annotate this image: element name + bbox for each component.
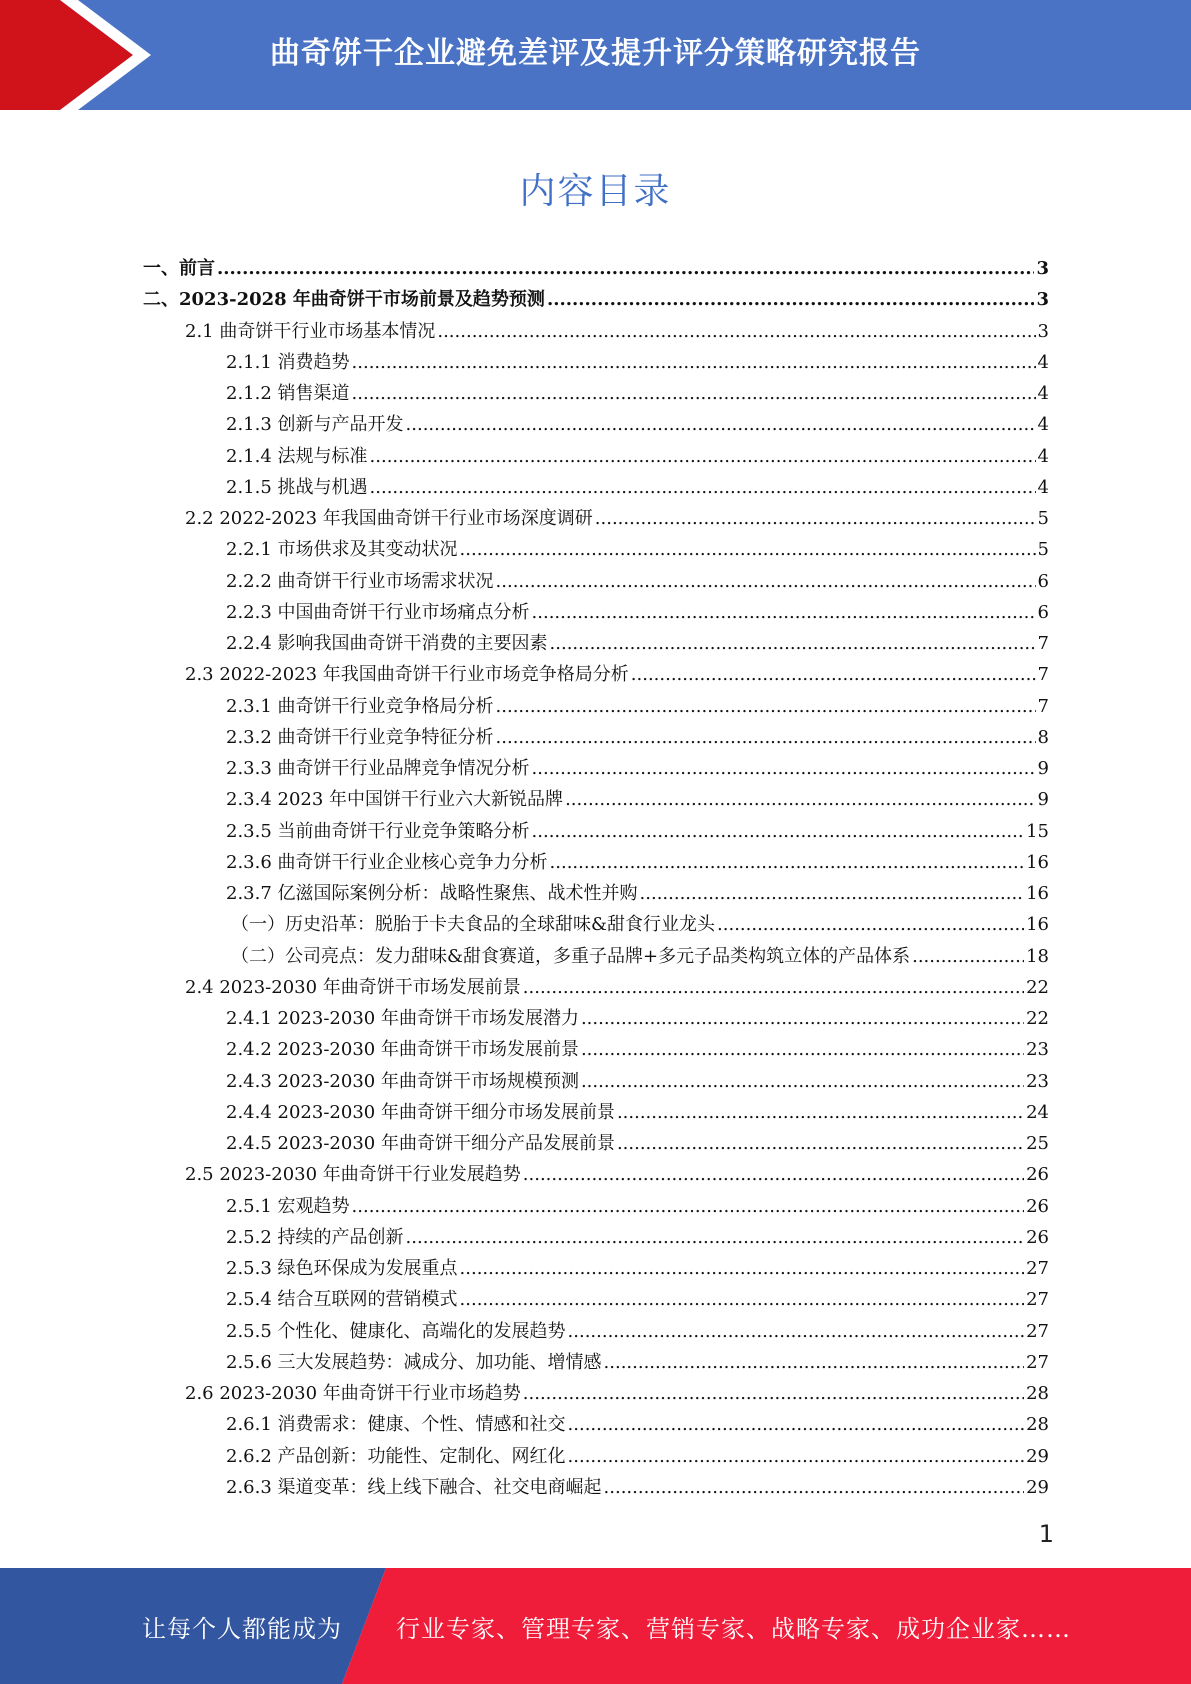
toc-entry-label: 2.3.2 曲奇饼干行业竞争特征分析 — [226, 726, 494, 748]
toc-entry-page: 4 — [1037, 445, 1049, 467]
toc-entry-page: 27 — [1026, 1320, 1049, 1342]
toc-entry[interactable] — [143, 754, 1049, 785]
toc-entry-page: 6 — [1037, 570, 1049, 592]
toc-leader-dots — [568, 1414, 1025, 1435]
toc-entry[interactable] — [143, 660, 1049, 691]
toc-entry[interactable] — [143, 535, 1049, 566]
toc-entry-page: 7 — [1037, 664, 1049, 686]
toc-leader-dots — [568, 1446, 1025, 1467]
toc-entry-page: 9 — [1037, 758, 1049, 779]
toc-entry-label: 2.5.1 宏观趋势 — [226, 1195, 350, 1217]
toc-entry-label: 二、2023-2028 年曲奇饼干市场前景及趋势预测 — [143, 289, 545, 311]
toc-entry-page: 18 — [1026, 945, 1049, 967]
toc-leader-dots — [496, 696, 1036, 717]
toc-entry-label: 2.3.3 曲奇饼干行业品牌竞争情况分析 — [226, 758, 530, 779]
footer-slogan-right: 行业专家、管理专家、营销专家、战略专家、成功企业家…… — [396, 1614, 1071, 1643]
toc-entry-label: 2.3.6 曲奇饼干行业企业核心竞争力分析 — [226, 851, 548, 873]
toc-leader-dots — [547, 289, 1035, 310]
toc-leader-dots — [496, 571, 1036, 592]
toc-entry-page: 27 — [1026, 1289, 1049, 1311]
toc-entry[interactable] — [143, 1379, 1049, 1410]
toc-entry[interactable] — [143, 848, 1049, 879]
toc-entry-label: 2.5.3 绿色环保成为发展重点 — [226, 1258, 458, 1279]
toc-entry-page: 5 — [1037, 508, 1049, 529]
toc-leader-dots — [437, 321, 1035, 342]
toc-entry[interactable] — [143, 817, 1049, 848]
toc-entry[interactable] — [143, 1192, 1049, 1223]
toc-entry-label: 2.2.3 中国曲奇饼干行业市场痛点分析 — [226, 601, 530, 623]
toc-entry-label: 2.4.1 2023-2030 年曲奇饼干市场发展潜力 — [226, 1008, 579, 1029]
toc-heading: 内容目录 — [519, 171, 672, 212]
toc-entry[interactable] — [143, 1067, 1049, 1098]
toc-entry[interactable] — [143, 692, 1049, 723]
toc-entry-page: 27 — [1026, 1258, 1049, 1279]
toc-entry-label: 2.4.2 2023-2030 年曲奇饼干市场发展前景 — [226, 1039, 579, 1061]
toc-entry-label: 2.1.5 挑战与机遇 — [226, 476, 368, 498]
toc-entry-label: （二）公司亮点：发力甜味&甜食赛道，多重子品牌+多元子品类构筑立体的产品体系 — [231, 945, 911, 967]
toc-leader-dots — [460, 539, 1036, 560]
toc-entry-label: 2.4.3 2023-2030 年曲奇饼干市场规模预测 — [226, 1070, 579, 1092]
toc-entry-page: 22 — [1026, 976, 1049, 998]
toc-entry-page: 4 — [1037, 383, 1049, 404]
toc-entry-label: 2.6.3 渠道变革：线上线下融合、社交电商崛起 — [226, 1476, 602, 1498]
toc-entry[interactable] — [143, 1348, 1049, 1379]
toc-leader-dots — [717, 914, 1024, 935]
toc-entry-label: 2.5.6 三大发展趋势：减成分、加功能、增情感 — [226, 1351, 602, 1373]
toc-leader-dots — [565, 789, 1035, 810]
toc-entry-page: 8 — [1037, 726, 1049, 748]
toc-entry[interactable] — [143, 1254, 1049, 1285]
toc-entry-label: 2.1.1 消费趋势 — [226, 351, 350, 373]
toc-leader-dots — [352, 383, 1036, 404]
toc-leader-dots — [617, 1133, 1024, 1154]
toc-entry[interactable] — [143, 1035, 1049, 1066]
toc-entry-label: 2.1.3 创新与产品开发 — [226, 414, 404, 436]
toc-entry[interactable] — [143, 1160, 1049, 1191]
toc-entry-page: 29 — [1026, 1445, 1049, 1467]
toc-entry-page: 26 — [1026, 1195, 1049, 1217]
toc-entry-label: 2.4.4 2023-2030 年曲奇饼干细分市场发展前景 — [226, 1101, 615, 1123]
toc-entry-page: 3 — [1036, 258, 1049, 279]
toc-entry-label: 2.3 2022-2023 年我国曲奇饼干行业市场竞争格局分析 — [185, 664, 629, 686]
toc-leader-dots — [581, 1008, 1024, 1029]
toc-leader-dots — [370, 446, 1036, 467]
toc-entry-page: 3 — [1037, 320, 1049, 342]
toc-entry-label: （一）历史沿革：脱胎于卡夫食品的全球甜味&甜食行业龙头 — [231, 914, 716, 936]
toc-entry-page: 24 — [1026, 1101, 1049, 1123]
footer-slogan-left: 让每个人都能成为 — [142, 1614, 342, 1643]
toc-entry-label: 2.2.4 影响我国曲奇饼干消费的主要因素 — [226, 633, 548, 654]
toc-entry-label: 2.2.2 曲奇饼干行业市场需求状况 — [226, 570, 494, 592]
toc-entry-label: 2.6 2023-2030 年曲奇饼干行业市场趋势 — [185, 1383, 521, 1404]
toc-leader-dots — [523, 977, 1024, 998]
toc-entry-label: 2.4 2023-2030 年曲奇饼干市场发展前景 — [185, 976, 521, 998]
toc-entry[interactable] — [143, 1223, 1049, 1254]
toc-entry[interactable] — [143, 379, 1049, 410]
toc-entry[interactable] — [143, 254, 1049, 285]
toc-entry-page: 25 — [1026, 1133, 1049, 1154]
toc-entry-page: 16 — [1026, 914, 1049, 936]
toc-entry[interactable] — [143, 879, 1049, 910]
toc-leader-dots — [406, 414, 1036, 435]
toc-entry-label: 一、前言 — [143, 258, 215, 279]
toc-entry[interactable] — [143, 910, 1049, 941]
toc-entry-page: 15 — [1026, 820, 1049, 842]
toc-leader-dots — [460, 1258, 1025, 1279]
toc-leader-dots — [352, 352, 1036, 373]
toc-entry-label: 2.3.5 当前曲奇饼干行业竞争策略分析 — [226, 820, 530, 842]
toc-leader-dots — [370, 477, 1036, 498]
table-of-contents — [143, 254, 1049, 1504]
toc-entry[interactable] — [143, 504, 1049, 535]
toc-entry[interactable] — [143, 1442, 1049, 1473]
toc-leader-dots — [912, 946, 1024, 967]
toc-leader-dots — [604, 1352, 1025, 1373]
toc-entry-page: 7 — [1037, 633, 1049, 654]
toc-entry-label: 2.2.1 市场供求及其变动状况 — [226, 539, 458, 561]
toc-entry-page: 4 — [1037, 351, 1049, 373]
toc-entry-page: 29 — [1026, 1476, 1049, 1498]
toc-entry-page: 28 — [1026, 1414, 1049, 1436]
toc-leader-dots — [523, 1383, 1024, 1404]
toc-entry[interactable] — [143, 973, 1049, 1004]
toc-entry[interactable] — [143, 285, 1049, 316]
toc-entry-label: 2.6.1 消费需求：健康、个性、情感和社交 — [226, 1414, 566, 1436]
toc-leader-dots — [406, 1227, 1025, 1248]
toc-entry[interactable] — [143, 317, 1049, 348]
toc-entry[interactable] — [143, 1098, 1049, 1129]
toc-entry[interactable] — [143, 473, 1049, 504]
toc-entry-page: 6 — [1037, 601, 1049, 623]
toc-entry[interactable] — [143, 1410, 1049, 1441]
toc-entry[interactable] — [143, 1004, 1049, 1035]
report-title: 曲奇饼干企业避免差评及提升评分策略研究报告 — [270, 36, 921, 71]
toc-entry-page: 28 — [1026, 1383, 1049, 1404]
toc-entry-page: 7 — [1037, 695, 1049, 717]
toc-leader-dots — [550, 633, 1036, 654]
toc-leader-dots — [617, 1102, 1024, 1123]
toc-entry[interactable] — [143, 942, 1049, 973]
toc-entry-page: 4 — [1037, 476, 1049, 498]
page-footer-band — [0, 1568, 1191, 1684]
toc-entry-page: 26 — [1026, 1164, 1049, 1186]
toc-leader-dots — [532, 821, 1025, 842]
toc-entry-label: 2.1.2 销售渠道 — [226, 383, 350, 404]
toc-entry[interactable] — [143, 1285, 1049, 1316]
toc-entry-page: 23 — [1026, 1070, 1049, 1092]
toc-leader-dots — [550, 852, 1025, 873]
toc-entry-label: 2.6.2 产品创新：功能性、定制化、网红化 — [226, 1445, 566, 1467]
toc-entry-page: 3 — [1036, 289, 1049, 311]
toc-entry-label: 2.4.5 2023-2030 年曲奇饼干细分产品发展前景 — [226, 1133, 615, 1154]
toc-entry-page: 23 — [1026, 1039, 1049, 1061]
toc-entry-label: 2.5 2023-2030 年曲奇饼干行业发展趋势 — [185, 1164, 521, 1186]
toc-entry[interactable] — [143, 723, 1049, 754]
header-chevron-graphic — [0, 0, 160, 110]
toc-entry-page: 27 — [1026, 1351, 1049, 1373]
toc-entry[interactable] — [143, 1129, 1049, 1160]
toc-entry[interactable] — [143, 1473, 1049, 1504]
toc-leader-dots — [532, 602, 1036, 623]
toc-entry[interactable] — [143, 629, 1049, 660]
toc-leader-dots — [532, 758, 1036, 779]
toc-leader-dots — [352, 1196, 1025, 1217]
toc-entry-page: 26 — [1026, 1226, 1049, 1248]
toc-entry[interactable] — [143, 785, 1049, 816]
toc-entry-label: 2.3.4 2023 年中国饼干行业六大新锐品牌 — [226, 789, 564, 811]
page-number: 1 — [1038, 1520, 1054, 1548]
toc-entry-label: 2.5.4 结合互联网的营销模式 — [226, 1289, 458, 1311]
toc-leader-dots — [595, 508, 1036, 529]
toc-leader-dots — [460, 1289, 1025, 1310]
toc-entry-page: 5 — [1037, 539, 1049, 561]
toc-entry[interactable] — [143, 598, 1049, 629]
toc-entry-label: 2.5.2 持续的产品创新 — [226, 1226, 404, 1248]
toc-entry-page: 9 — [1037, 789, 1049, 811]
toc-entry[interactable] — [143, 348, 1049, 379]
toc-leader-dots — [581, 1039, 1024, 1060]
toc-leader-dots — [631, 664, 1036, 685]
page-header-band — [0, 0, 1191, 110]
toc-leader-dots — [640, 883, 1025, 904]
toc-entry[interactable] — [143, 442, 1049, 473]
toc-entry-label: 2.1.4 法规与标准 — [226, 445, 368, 467]
toc-entry-page: 16 — [1026, 883, 1049, 904]
toc-entry-label: 2.1 曲奇饼干行业市场基本情况 — [185, 320, 436, 342]
toc-leader-dots — [568, 1321, 1025, 1342]
toc-leader-dots — [496, 727, 1036, 748]
toc-entry-page: 4 — [1037, 414, 1049, 436]
toc-entry[interactable] — [143, 1317, 1049, 1348]
toc-entry-page: 22 — [1026, 1008, 1049, 1029]
toc-entry-page: 16 — [1026, 851, 1049, 873]
toc-entry-label: 2.3.7 亿滋国际案例分析：战略性聚焦、战术性并购 — [226, 883, 638, 904]
toc-entry[interactable] — [143, 410, 1049, 441]
toc-leader-dots — [581, 1071, 1024, 1092]
toc-leader-dots — [604, 1477, 1025, 1498]
toc-entry-label: 2.5.5 个性化、健康化、高端化的发展趋势 — [226, 1320, 566, 1342]
toc-entry[interactable] — [143, 567, 1049, 598]
toc-entry-label: 2.3.1 曲奇饼干行业竞争格局分析 — [226, 695, 494, 717]
toc-leader-dots — [523, 1164, 1024, 1185]
toc-entry-label: 2.2 2022-2023 年我国曲奇饼干行业市场深度调研 — [185, 508, 593, 529]
toc-leader-dots — [217, 258, 1034, 279]
